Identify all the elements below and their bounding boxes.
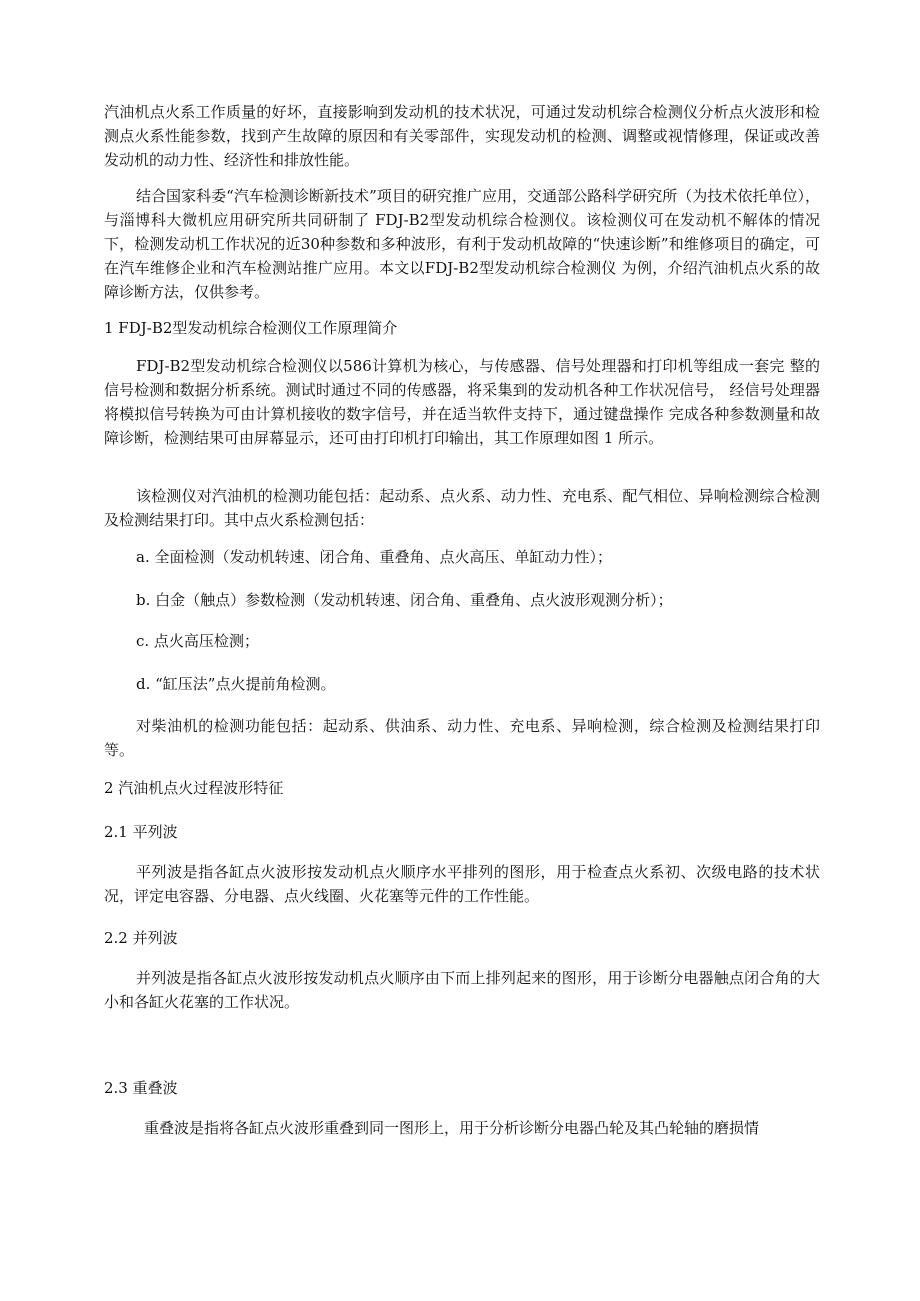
intro-paragraph: 汽油机点火系工作质量的好坏，直接影响到发动机的技术状况，可通过发动机综合检测仪分析点火波形和检测点火系性能参数，找到产生故障的原因和有关零部件，实现发动机的检测、调整或视情修理，保证或改善发动机的动力性、经济性和排放性能。 [104, 103, 820, 169]
section-2-3-heading: 2.3 重叠波 [104, 1079, 178, 1097]
diesel-paragraph: 对柴油机的检测功能包括：起动系、供油系、动力性、充电系、异响检测，综合检测及检测结果打印等。 [104, 717, 820, 759]
section-1-body: FDJ-B2型发动机综合检测仪以586计算机为核心，与传感器、信号处理器和打印机等组成一套完 整的信号检测和数据分析系统。测试时通过不同的传感器，将采集到的发动机各种工作状况信号， 经信号处理器将模拟信号转换为可由计算机接收的数字信号，并在适当软件支持下，通过键盘操作 完成各种参数测量和故障诊断，检测结果可由屏幕显示，还可由打印机打印输出，其工作原理如图 1 所示。 [104, 357, 820, 447]
section-1-heading: 1 FDJ-B2型发动机综合检测仪工作原理简介 [104, 319, 398, 337]
section-2-1-body: 平列波是指各缸点火波形按发动机点火顺序水平排列的图形，用于检查点火系初、次级电路的技术状况，评定电容器、分电器、点火线圈、火花塞等元件的工作性能。 [104, 863, 820, 905]
section-2-2-heading: 2.2 并列波 [104, 929, 178, 947]
list-item-c: c. 点火高压检测； [136, 632, 259, 650]
list-item-d: d. “缸压法”点火提前角检测。 [136, 675, 336, 693]
section-2-3-body: 重叠波是指将各缸点火波形重叠到同一图形上，用于分析诊断分电器凸轮及其凸轮轴的磨损情 [144, 1119, 760, 1137]
list-item-b: b. 白金（触点）参数检测（发动机转速、闭合角、重叠角、点火波形观测分析）； [136, 591, 673, 609]
list-item-a: a. 全面检测（发动机转速、闭合角、重叠角、点火高压、单缸动力性）； [136, 548, 612, 566]
functions-paragraph: 该检测仪对汽油机的检测功能包括：起动系、点火系、动力性、充电系、配气相位、异响检测综合检测及检测结果打印。其中点火系检测包括： [104, 487, 820, 529]
section-2-1-heading: 2.1 平列波 [104, 823, 178, 841]
section-2-heading: 2 汽油机点火过程波形特征 [104, 779, 284, 797]
section-2-2-body: 并列波是指各缸点火波形按发动机点火顺序由下而上排列起来的图形，用于诊断分电器触点闭合角的大小和各缸火花塞的工作状况。 [104, 969, 820, 1011]
background-paragraph: 结合国家科委“汽车检测诊断新技术”项目的研究推广应用，交通部公路科学研究所（为技术依托单位），与淄博科大微机应用研究所共同研制了 FDJ-B2型发动机综合检测仪。该检测仪可在发动机不解体的情况下，检测发动机工作状况的近30种参数和多种波形，有利于发动机故障的“快速诊断”和维修项目的确定，可在汽车维修企业和汽车检测站推广应用。本文以FDJ-B2型发动机综合检测仪 为例，介绍汽油机点火系的故障诊断方法，仅供参考。 [104, 187, 820, 301]
